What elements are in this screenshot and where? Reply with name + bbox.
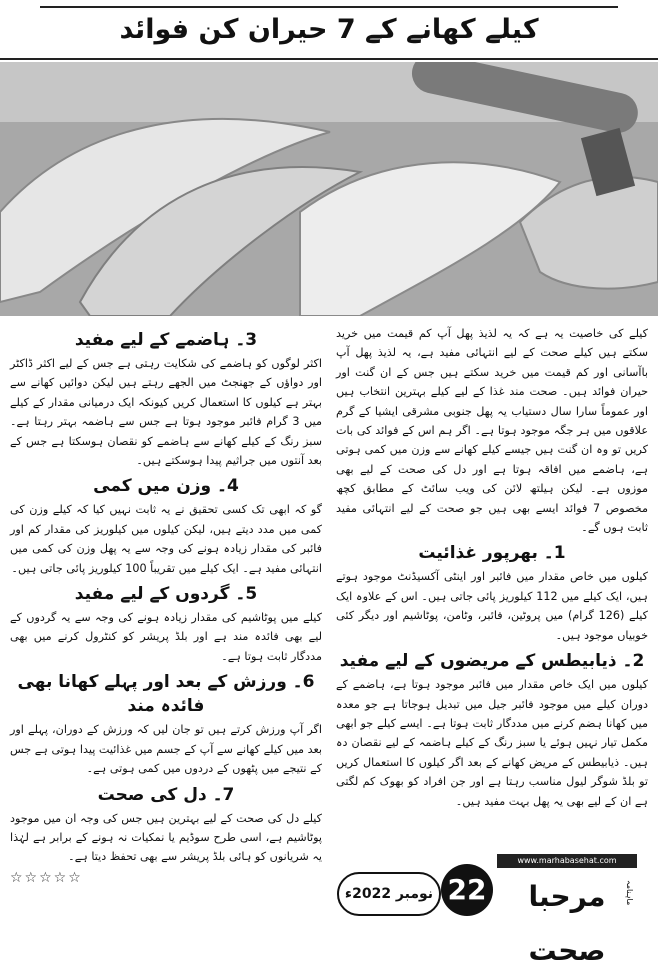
title-bar [0, 0, 658, 60]
right-column [336, 324, 648, 813]
section-3-heading: 3۔ ہاضمے کے لیے مفید [74, 330, 258, 350]
intro-paragraph: کیلے کی خاصیت یہ ہے کہ یہ لذیذ پھل آپ کم قیمت میں خرید سکتے ہیں کیلے صحت کے لیے انتہائی مفید ہے، یہ لذیذ پھل آپ باآسانی اور کم قیمت میں خرید سکتے ہیں جس کے ان گنت اور حیران فوائد ہیں۔ صحت مند غذا کے لیے کیلے بہترین انتخاب ہیں اور عموماً سارا سال دستیاب یہ پھل جنوبی مشرقی ایشیا کے گرم علاقوں میں ہر جگہ موجود ہوتا ہے۔ اگر ہم اس کے فوائد کی بات کریں تو وہ ان گنت ہیں جیسے کیلے کھانے سے وزن میں کمی ہوتی ہے، ہاضمے میں افاقہ ہوتا ہے اور دل کی صحت کے لیے بھی موزوں ہے۔ لیکن ہیلتھ لائن کی ویب سائٹ کے مطابق کچھ مخصوص 7 فوائد ایسے بھی ہیں جو صحت کے لیے انتہائی مفید ثابت ہوں گے۔ [336, 327, 649, 535]
section-5-text: کیلے میں پوٹاشیم کی مقدار زیادہ ہونے کی وجہ سے یہ گردوں کے لیے بھی فائدہ مند ہے اور بلڈ پریشر کو کنٹرول کرنے میں بھی مددگار ثابت ہوتا ہے۔ [10, 611, 322, 663]
banana-photo [0, 62, 658, 316]
end-stars: ☆☆☆☆☆ [10, 869, 83, 886]
section-2-heading: 2۔ ذیابیطس کے مریضوں کے لیے مفید [339, 651, 645, 672]
page-number: 22 [441, 864, 493, 916]
section-6-text: اگر آپ ورزش کرتے ہیں تو جان لیں کہ ورزش کے دوران، پہلے اور بعد میں کیلے کھانے سے آپ کے جسم میں غذائیت پیدا ہوتی ہے جس کے نتیجے میں پٹھوں کے دردوں میں کمی ہوتی ہے۔ [10, 723, 322, 776]
section-7-text: کیلے دل کی صحت کے لیے بہترین ہیں جس کی وجہ ان میں موجود پوٹاشیم ہے، اسی طرح سوڈیم یا نمکیات نہ ہونے کے برابر ہے لہٰذا یہ شریانوں کو ہائی بلڈ پریشر سے بھی تحفظ دیتا ہے۔ [10, 811, 322, 864]
section-3-text: اکثر لوگوں کو ہاضمے کی شکایت رہتی ہے جس کے لیے اکثر ڈاکٹر اور دواؤں کے جھنجٹ میں الجھے رہتے ہیں لیکن دوائیں کھانے سے بہتر ہے کیلوں کا استعمال کریں کیونکہ ایک درمیانی مقدار کے کیلے میں 3 گرام فائبر موجود ہوتا ہے جس سے ہاضمہ بہتر رہتا ہے۔ سبز رنگ کے کیلے کھانے سے ہاضمے کو نقصان ہوسکتا ہے جس کے بعد آنتوں میں جراثیم پیدا ہوسکتے ہیں۔ [10, 357, 322, 468]
section-1-heading: 1۔ بھرپور غذائیت [418, 543, 566, 564]
section-4-heading: 4۔ وزن میں کمی [93, 476, 239, 497]
section-4-text: گو کہ ابھی تک کسی تحقیق نے یہ ثابت نہیں کیا کہ کیلے وزن کی کمی میں مدد دیتے ہیں، لیکن کیلوں میں کیلوریز کی مقدار کم اور فائبر کی مقدار زیادہ ہونے کی وجہ سے یہ پھل وزن کی کمی میں انتہائی مفید ہے۔ ایک کیلے میں تقریباً 100 کیلوریز پائی جاتی ہیں۔ [10, 503, 322, 575]
magazine-logo: مرحبا صحت [528, 880, 606, 967]
section-7-heading: 7۔ دل کی صحت [97, 784, 235, 805]
section-6-heading: 6۔ ورزش کے بعد اور پہلے کھانا بھی فائدہ مند [17, 672, 315, 717]
magazine-tag: ماہنامہ [625, 880, 634, 906]
banana-illustration [0, 62, 658, 316]
left-column [10, 324, 322, 888]
page-title: کیلے کھانے کے 7 حیران کن فوائد [119, 13, 539, 45]
issue-date: نومبر 2022ء [337, 872, 441, 916]
website-url[interactable]: www.marhabasehat.com [497, 854, 637, 868]
section-1-text: کیلوں میں خاص مقدار میں فائبر اور اینٹی آکسیڈنٹ موجود ہوتے ہیں، ایک کیلے میں 112 کیلوریز پائی جاتی ہیں۔ اس کے علاوہ ایک کیلے (126 گرام) میں پروٹین، فائبر، وٹامن، پوٹاشیم اور دیگر کئی خوبیاں موجود ہیں۔ [336, 570, 648, 642]
section-5-heading: 5۔ گردوں کے لیے مفید [74, 584, 258, 605]
title-rule [40, 6, 618, 8]
section-2-text: کیلوں میں ایک خاص مقدار میں فائبر موجود ہوتا ہے، ہاضمے کے دوران کیلے میں موجود فائبر جیل میں تبدیل ہوجاتا ہے جو معدہ میں کھانا ہضم کرنے میں مددگار ثابت ہوتا ہے۔ ایسے کیلے جو ابھی مکمل تیار نہیں ہوئے یا سبز رنگ کے کیلے ہاضمہ کے لیے نقصان دہ ہیں۔ ذیابیطس کے مریض کھانے کے بعد اگر کیلوں کا استعمال کریں تو بلڈ شوگر لیول مناسب رہتا ہے اور جن افراد کو بھوک کم لگتی ہے ان کے لیے بھی یہ پھل بہت مفید ہیں۔ [336, 678, 648, 808]
page-footer [337, 850, 647, 967]
